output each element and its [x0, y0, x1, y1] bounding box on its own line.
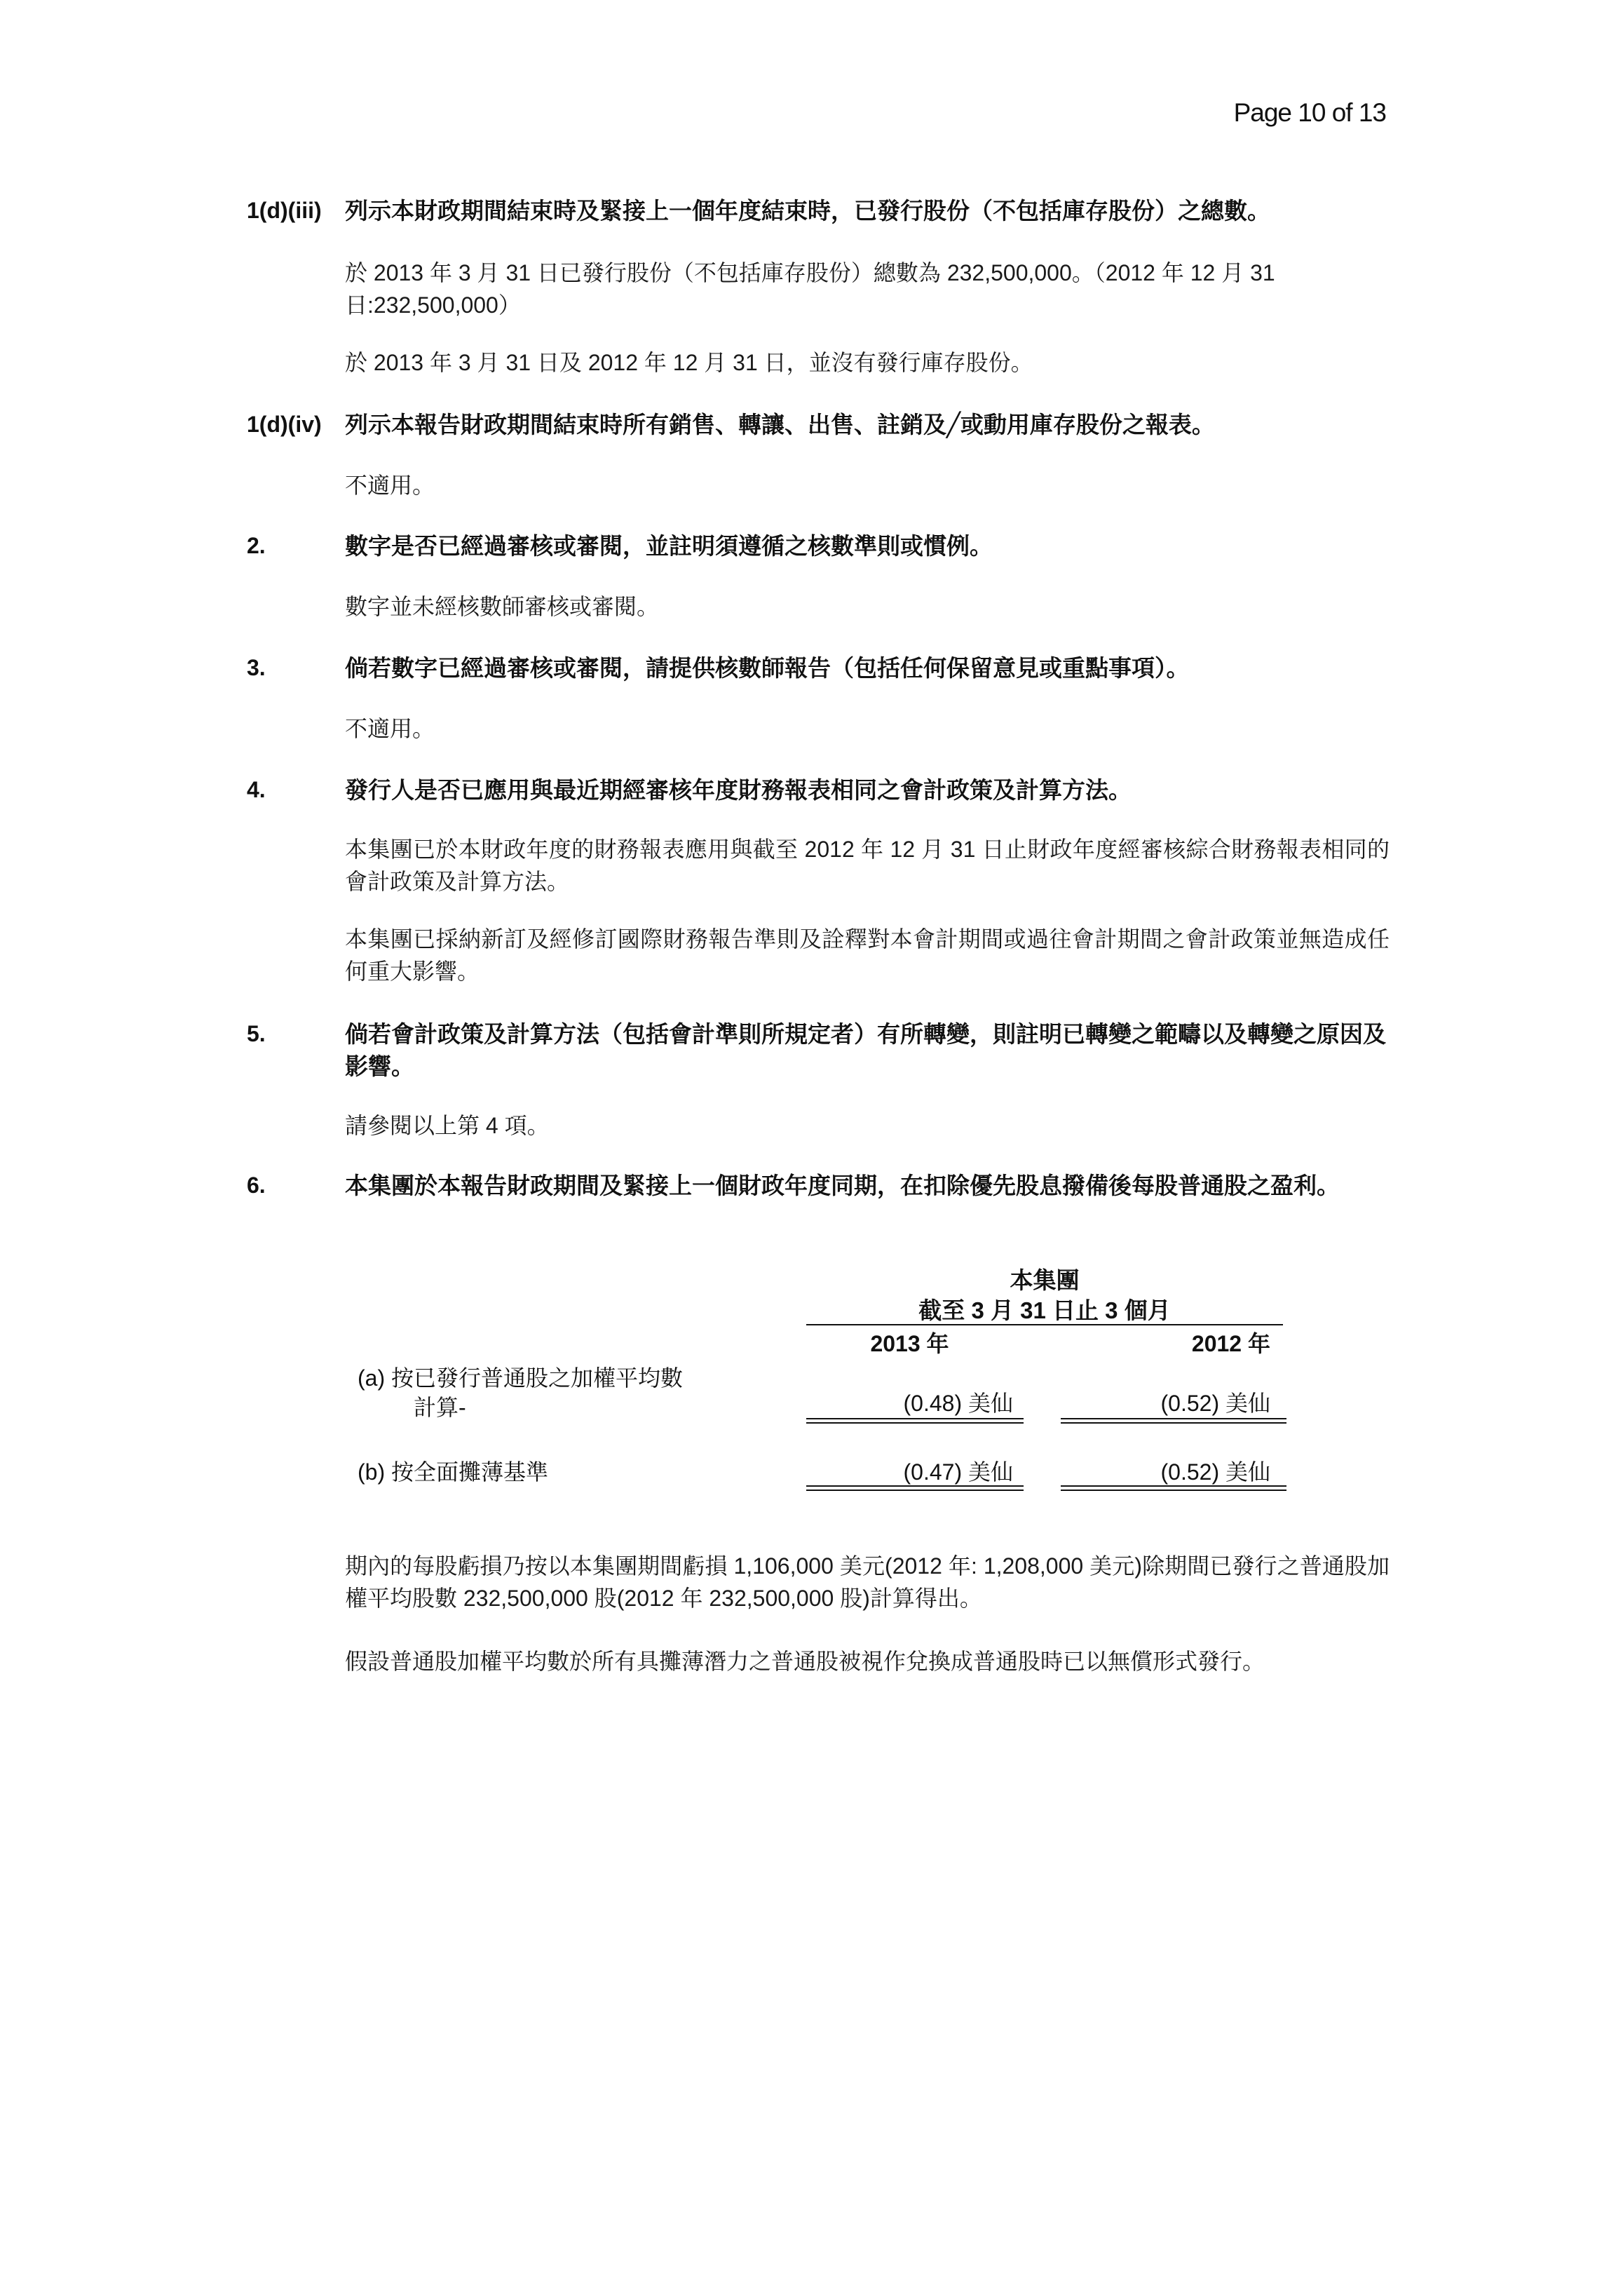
section-label-2: 2. — [247, 533, 266, 558]
table-row-b-rule-2013 — [806, 1485, 1024, 1491]
section-label-1diii: 1(d)(iii) — [247, 198, 322, 223]
section-heading-1diii: 列示本財政期間結束時及緊接上一個年度結束時，已發行股份（不包括庫存股份）之總數。 — [345, 198, 1270, 224]
section-paragraph-5-1: 請參閱以上第 4 項。 — [345, 1113, 550, 1138]
table-group-header: 本集團 — [1010, 1267, 1080, 1293]
section-label-3: 3. — [247, 655, 266, 680]
section-paragraph-3-1: 不適用。 — [345, 716, 435, 741]
section-label-6: 6. — [247, 1173, 266, 1198]
table-row-a-rule-2012 — [1061, 1418, 1286, 1424]
section-label-4: 4. — [247, 777, 266, 802]
section-label-5: 5. — [247, 1021, 266, 1046]
section-paragraph-4-2: 本集團已採納新訂及經修訂國際財務報告準則及詮釋對本會計期間或過往會計期間之會計政策並無造成任何重大影響。 — [345, 926, 1390, 984]
table-row-b-value-2013: (0.47) 美仙 — [903, 1459, 1013, 1485]
section-paragraph-6-2: 假設普通股加權平均數於所有具攤薄潛力之普通股被視作兌換成普通股時已以無償形式發行。 — [345, 1649, 1265, 1674]
table-row-a-label-line1: (a) 按已發行普通股之加權平均數 — [358, 1365, 684, 1391]
section-paragraph-6-1: 期內的每股虧損乃按以本集團期間虧損 1,106,000 美元(2012 年: 1,208,000 美元)除期間已發行之普通股加權平均股數 232,500,000 股(2012 年 232,500,000 股)計算得出。 — [345, 1553, 1390, 1611]
table-row-a-rule-2013 — [806, 1418, 1024, 1424]
section-heading-6: 本集團於本報告財政期間及緊接上一個財政年度同期，在扣除優先股息撥備後每股普通股之盈利。 — [345, 1173, 1340, 1198]
section-heading-5: 倘若會計政策及計算方法（包括會計準則所規定者）有所轉變，則註明已轉變之範疇以及轉變之原因及影響。 — [345, 1021, 1386, 1079]
section-paragraph-1div-1: 不適用。 — [345, 473, 435, 498]
section-heading-4: 發行人是否已應用與最近期經審核年度財務報表相同之會計政策及計算方法。 — [345, 777, 1132, 803]
section-heading-1div: 列示本報告財政期間結束時所有銷售、轉讓、出售、註銷及╱或動用庫存股份之報表。 — [345, 412, 1215, 438]
section-paragraph-2-1: 數字並未經核數師審核或審閱。 — [345, 594, 660, 619]
table-row-b-value-2012: (0.52) 美仙 — [1160, 1459, 1270, 1485]
section-paragraph-1diii-1: 於 2013 年 3 月 31 日已發行股份（不包括庫存股份）總數為 232,500,000。（2012 年 12 月 31 日:232,500,000） — [345, 260, 1275, 318]
section-heading-3: 倘若數字已經過審核或審閱，請提供核數師報告（包括任何保留意見或重點事項）。 — [345, 655, 1190, 681]
table-row-b-rule-2012 — [1061, 1485, 1286, 1491]
section-paragraph-1diii-2: 於 2013 年 3 月 31 日及 2012 年 12 月 31 日，並沒有發行庫存股份。 — [345, 350, 1033, 375]
table-col-2013: 2013 年 — [870, 1331, 949, 1356]
table-header-rule — [806, 1324, 1283, 1325]
table-row-a-label-line2: 計算- — [414, 1395, 466, 1420]
page-number: Page 10 of 13 — [1233, 98, 1386, 127]
section-heading-2: 數字是否已經過審核或審閱，並註明須遵循之核數準則或慣例。 — [345, 533, 993, 559]
table-col-2012: 2012 年 — [1191, 1331, 1270, 1356]
table-row-a-value-2012: (0.52) 美仙 — [1160, 1391, 1270, 1416]
table-row-b-label: (b) 按全面攤薄基準 — [358, 1459, 549, 1485]
table-row-a-value-2013: (0.48) 美仙 — [903, 1391, 1013, 1416]
table-period-header: 截至 3 月 31 日止 3 個月 — [918, 1297, 1171, 1323]
section-label-1div: 1(d)(iv) — [247, 412, 322, 437]
section-paragraph-4-1: 本集團已於本財政年度的財務報表應用與截至 2012 年 12 月 31 日止財政年度經審核綜合財務報表相同的會計政策及計算方法。 — [345, 837, 1390, 894]
